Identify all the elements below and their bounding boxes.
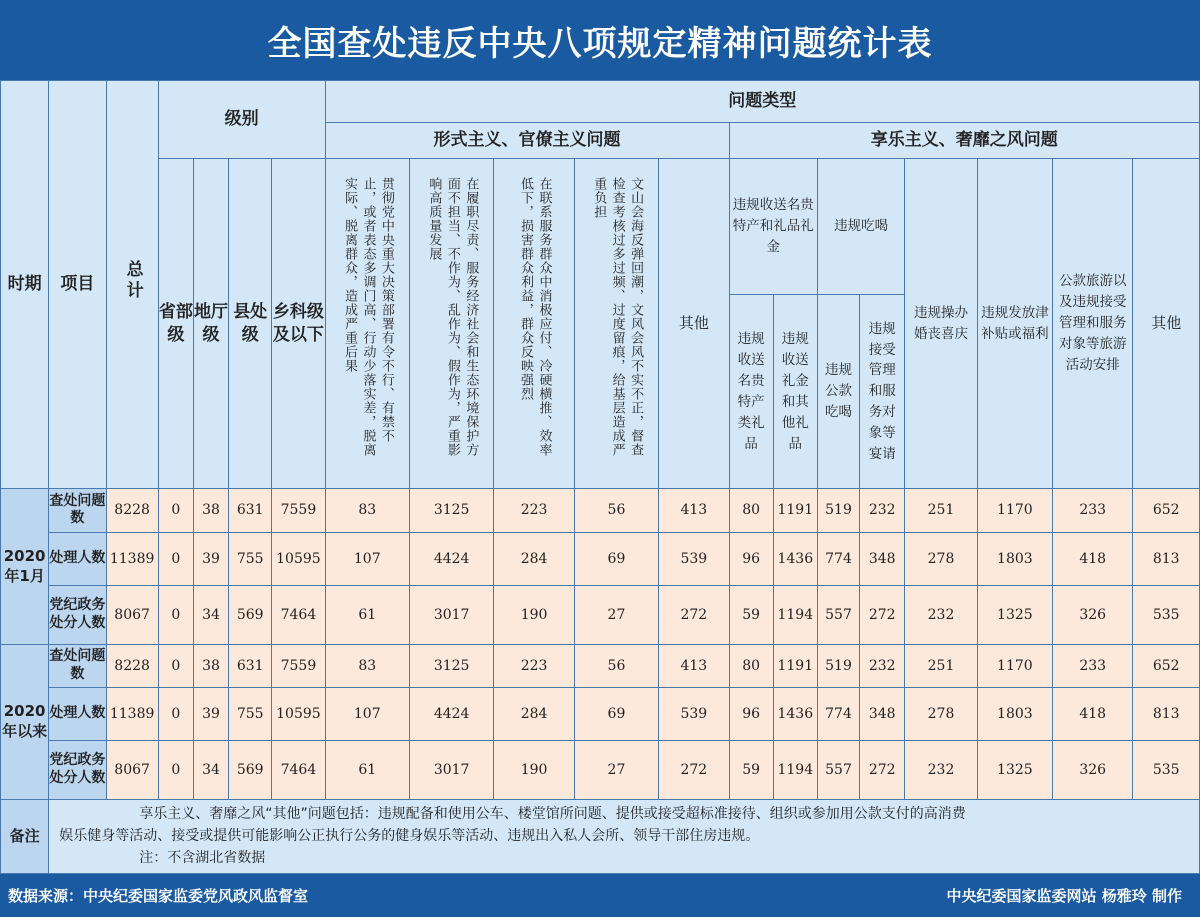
data-cell: 0 xyxy=(158,644,193,687)
notes-line-2: 娱乐健身等活动、接受或提供可能影响公正执行公务的健身娱乐等活动、违规出入私人会所、领导干部住房违规。 xyxy=(59,828,760,845)
data-cell: 569 xyxy=(229,585,272,644)
table-row xyxy=(1,644,1200,687)
row-item-label: 处理人数 xyxy=(49,687,106,740)
data-cell: 3017 xyxy=(409,740,493,799)
data-cell: 3125 xyxy=(409,489,493,532)
data-cell: 39 xyxy=(193,532,228,585)
data-cell: 190 xyxy=(494,740,574,799)
period-header: 时期 xyxy=(1,81,49,489)
data-cell: 1170 xyxy=(977,489,1052,532)
data-cell: 3125 xyxy=(409,644,493,687)
data-cell: 1325 xyxy=(977,740,1052,799)
footer xyxy=(0,874,1200,917)
data-cell: 1803 xyxy=(977,532,1052,585)
data-cell: 1191 xyxy=(773,489,817,532)
data-cell: 326 xyxy=(1053,740,1133,799)
data-cell: 7464 xyxy=(272,740,325,799)
data-cell: 7559 xyxy=(272,489,325,532)
data-cell: 813 xyxy=(1133,532,1200,585)
total-header: 总计 xyxy=(106,81,158,489)
data-cell: 232 xyxy=(905,585,977,644)
row-item-label: 党纪政务处分人数 xyxy=(49,585,106,644)
data-cell: 755 xyxy=(229,532,272,585)
data-cell: 652 xyxy=(1133,644,1200,687)
data-cell: 39 xyxy=(193,687,228,740)
level-township-header: 乡科级及以下 xyxy=(272,159,325,489)
page-title: 全国查处违反中央八项规定精神问题统计表 xyxy=(267,23,933,64)
data-cell: 272 xyxy=(659,585,729,644)
data-cell: 61 xyxy=(325,585,409,644)
formalism-col-3-header: 在联系服务群众中消极应付、冷硬横推、效率低下，损害群众利益，群众反映强烈 xyxy=(494,159,574,489)
data-cell: 11389 xyxy=(106,532,158,585)
gifts-group-header: 违规收送名贵特产和礼品礼金 xyxy=(729,159,817,295)
gifts-specialty-header: 违规收送名贵特产类礼品 xyxy=(729,295,773,489)
row-item-label: 查处问题数 xyxy=(49,489,106,532)
period-label: 2020年1月 xyxy=(1,489,49,644)
level-prefectural-header: 地厅级 xyxy=(193,159,228,489)
data-cell: 10595 xyxy=(272,532,325,585)
data-cell: 539 xyxy=(659,532,729,585)
hedonism-col-allowances-header: 违规发放津补贴或福利 xyxy=(977,159,1052,489)
statistics-table-wrapper xyxy=(0,80,1200,874)
data-cell: 8228 xyxy=(106,489,158,532)
dining-banquets-header: 违规接受管理和服务对象等宴请 xyxy=(860,295,905,489)
data-source: 数据来源：中央纪委国家监委党风政风监督室 xyxy=(8,887,309,905)
data-cell: 519 xyxy=(817,644,859,687)
data-cell: 0 xyxy=(158,489,193,532)
dining-group-header: 违规吃喝 xyxy=(817,159,904,295)
data-cell: 631 xyxy=(229,489,272,532)
notes-label: 备注 xyxy=(1,799,49,873)
data-cell: 755 xyxy=(229,687,272,740)
data-cell: 34 xyxy=(193,585,228,644)
data-cell: 59 xyxy=(729,585,773,644)
level-provincial-header: 省部级 xyxy=(158,159,193,489)
table-row xyxy=(1,532,1200,585)
formalism-col-4-header: 文山会海反弹回潮，文风会风不实不正，督查检查考核过多过频、过度留痕，给基层造成严重负担 xyxy=(574,159,658,489)
data-cell: 251 xyxy=(905,644,977,687)
data-cell: 418 xyxy=(1053,532,1133,585)
data-cell: 56 xyxy=(574,489,658,532)
credit: 中央纪委国家监委网站 杨雅玲 制作 xyxy=(946,887,1182,905)
data-cell: 348 xyxy=(860,532,905,585)
data-cell: 284 xyxy=(494,532,574,585)
data-cell: 3017 xyxy=(409,585,493,644)
data-cell: 83 xyxy=(325,644,409,687)
data-cell: 813 xyxy=(1133,687,1200,740)
notes-line-1: 享乐主义、奢靡之风“其他”问题包括：违规配备和使用公车、楼堂馆所问题、提供或接受超标准接待、组织或参加用公款支付的高消费 xyxy=(139,806,966,823)
data-cell: 557 xyxy=(817,740,859,799)
item-header: 项目 xyxy=(49,81,106,489)
formalism-col-1-header: 贯彻党中央重大决策部署有令不行、有禁不止，或者表态多调门高、行动少落实差，脱离实际、脱离群众，造成严重后果 xyxy=(325,159,409,489)
data-cell: 11389 xyxy=(106,687,158,740)
data-cell: 774 xyxy=(817,687,859,740)
data-cell: 80 xyxy=(729,644,773,687)
data-cell: 284 xyxy=(494,687,574,740)
data-cell: 272 xyxy=(860,585,905,644)
data-cell: 278 xyxy=(905,687,977,740)
data-cell: 272 xyxy=(659,740,729,799)
row-item-label: 党纪政务处分人数 xyxy=(49,740,106,799)
data-cell: 539 xyxy=(659,687,729,740)
data-cell: 38 xyxy=(193,644,228,687)
data-cell: 0 xyxy=(158,532,193,585)
data-cell: 1436 xyxy=(773,532,817,585)
data-cell: 557 xyxy=(817,585,859,644)
notes-line-3: 注：不含湖北省数据 xyxy=(139,850,266,867)
data-cell: 0 xyxy=(158,740,193,799)
data-cell: 569 xyxy=(229,740,272,799)
level-county-header: 县处级 xyxy=(229,159,272,489)
data-cell: 8228 xyxy=(106,644,158,687)
data-cell: 272 xyxy=(860,740,905,799)
data-cell: 0 xyxy=(158,585,193,644)
data-cell: 418 xyxy=(1053,687,1133,740)
hedonism-col-weddings-header: 违规操办婚丧喜庆 xyxy=(905,159,977,489)
formalism-col-2-header: 在履职尽责、服务经济社会和生态环境保护方面不担当、不作为、乱作为、假作为，严重影响高质量发展 xyxy=(409,159,493,489)
data-cell: 4424 xyxy=(409,687,493,740)
data-cell: 652 xyxy=(1133,489,1200,532)
data-cell: 535 xyxy=(1133,585,1200,644)
formalism-other-header: 其他 xyxy=(659,159,729,489)
statistics-table xyxy=(0,80,1200,874)
period-label: 2020年以来 xyxy=(1,644,49,799)
data-cell: 10595 xyxy=(272,687,325,740)
dining-public-funds-header: 违规公款吃喝 xyxy=(817,295,859,489)
data-cell: 7464 xyxy=(272,585,325,644)
data-cell: 190 xyxy=(494,585,574,644)
data-cell: 223 xyxy=(494,644,574,687)
data-cell: 107 xyxy=(325,532,409,585)
data-cell: 7559 xyxy=(272,644,325,687)
data-cell: 413 xyxy=(659,644,729,687)
data-cell: 232 xyxy=(860,489,905,532)
data-cell: 251 xyxy=(905,489,977,532)
formalism-header: 形式主义、官僚主义问题 xyxy=(325,123,729,159)
data-cell: 1436 xyxy=(773,687,817,740)
data-cell: 8067 xyxy=(106,740,158,799)
data-cell: 59 xyxy=(729,740,773,799)
row-item-label: 查处问题数 xyxy=(49,644,106,687)
data-cell: 233 xyxy=(1053,644,1133,687)
data-cell: 774 xyxy=(817,532,859,585)
data-cell: 107 xyxy=(325,687,409,740)
table-row xyxy=(1,489,1200,532)
data-cell: 1194 xyxy=(773,585,817,644)
data-cell: 80 xyxy=(729,489,773,532)
data-cell: 326 xyxy=(1053,585,1133,644)
hedonism-header: 享乐主义、奢靡之风问题 xyxy=(729,123,1200,159)
data-cell: 83 xyxy=(325,489,409,532)
data-cell: 348 xyxy=(860,687,905,740)
level-header: 级别 xyxy=(158,81,325,159)
hedonism-col-travel-header: 公款旅游以及违规接受管理和服务对象等旅游活动安排 xyxy=(1053,159,1133,489)
data-cell: 8067 xyxy=(106,585,158,644)
data-cell: 1170 xyxy=(977,644,1052,687)
notes-content xyxy=(49,799,1200,873)
data-cell: 69 xyxy=(574,532,658,585)
data-cell: 27 xyxy=(574,740,658,799)
data-cell: 96 xyxy=(729,687,773,740)
table-row xyxy=(1,585,1200,644)
data-cell: 278 xyxy=(905,532,977,585)
gifts-money-header: 违规收送礼金和其他礼品 xyxy=(773,295,817,489)
data-cell: 61 xyxy=(325,740,409,799)
data-cell: 1191 xyxy=(773,644,817,687)
table-row xyxy=(1,687,1200,740)
hedonism-other-header: 其他 xyxy=(1133,159,1200,489)
data-cell: 223 xyxy=(494,489,574,532)
problem-type-header: 问题类型 xyxy=(325,81,1199,123)
data-cell: 631 xyxy=(229,644,272,687)
data-cell: 69 xyxy=(574,687,658,740)
data-cell: 233 xyxy=(1053,489,1133,532)
data-cell: 0 xyxy=(158,687,193,740)
data-cell: 27 xyxy=(574,585,658,644)
data-cell: 4424 xyxy=(409,532,493,585)
data-cell: 1803 xyxy=(977,687,1052,740)
data-cell: 1194 xyxy=(773,740,817,799)
data-cell: 535 xyxy=(1133,740,1200,799)
table-row xyxy=(1,740,1200,799)
data-cell: 1325 xyxy=(977,585,1052,644)
data-cell: 96 xyxy=(729,532,773,585)
data-cell: 413 xyxy=(659,489,729,532)
data-cell: 232 xyxy=(860,644,905,687)
row-item-label: 处理人数 xyxy=(49,532,106,585)
data-cell: 56 xyxy=(574,644,658,687)
data-cell: 232 xyxy=(905,740,977,799)
data-cell: 34 xyxy=(193,740,228,799)
data-cell: 38 xyxy=(193,489,228,532)
data-cell: 519 xyxy=(817,489,859,532)
